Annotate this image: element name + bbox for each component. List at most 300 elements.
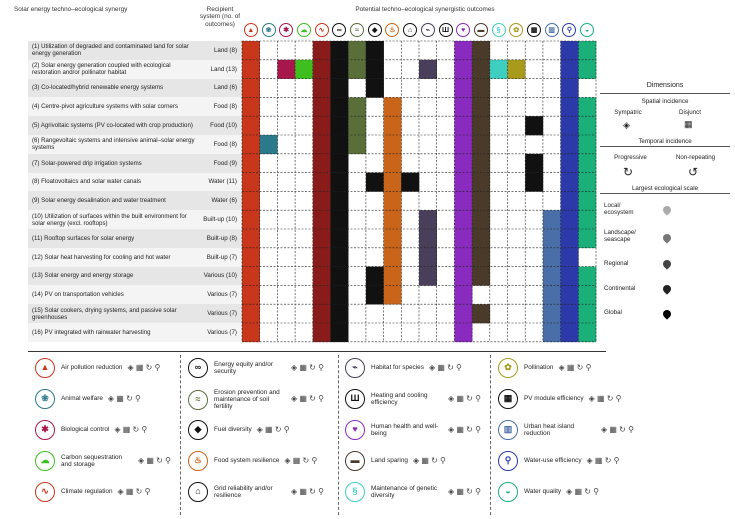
matrix-cell (454, 173, 472, 192)
matrix-cell (578, 116, 596, 135)
matrix-cell (561, 323, 579, 342)
legend-label: Air pollution reduction (61, 364, 123, 372)
dimension-icons: ◈ ▦ ↻ ⚲ (291, 486, 324, 496)
matrix-cell (366, 267, 384, 286)
matrix-cell (561, 285, 579, 304)
matrix-cell (543, 267, 561, 286)
legend-separator (338, 355, 339, 515)
local-pin-icon (661, 204, 672, 215)
legend-item (498, 482, 646, 502)
global-label: Global (604, 309, 622, 316)
matrix-cell (331, 210, 349, 229)
spatial-title: Spatial incidence (641, 98, 689, 105)
dimension-icons: ◈ ▦ ↻ ⚲ (107, 393, 141, 403)
legend-label: Energy equity and/or security (214, 360, 273, 375)
matrix-cell (242, 191, 260, 210)
matrix-cell (454, 191, 472, 210)
matrix-cell (348, 135, 366, 154)
matrix-cell (242, 229, 260, 248)
dimension-icons: ◈ ▦ ↻ ⚲ (256, 424, 290, 434)
matrix-cell (313, 79, 331, 98)
food-icon: ♨ (188, 451, 208, 471)
synergy-row-label: (2) Solar energy generation coupled with ecological restoration and/or pollinator habitat (32, 62, 171, 77)
matrix-cell (472, 41, 490, 60)
water-icon: ◒ (498, 482, 518, 502)
matrix-cell (331, 248, 349, 267)
landscape-pin-icon (661, 232, 672, 243)
legend-item (498, 389, 646, 409)
legend-divider (28, 351, 606, 352)
nonrepeating-label: Non-repeating (675, 154, 716, 161)
matrix-cell (331, 116, 349, 135)
matrix-cell (348, 41, 366, 60)
matrix-cell (454, 116, 472, 135)
matrix-cell (578, 285, 596, 304)
matrix-cell (384, 229, 402, 248)
sympatric-icon: ◈ (623, 120, 630, 130)
pv-icon: ▦ (527, 23, 541, 37)
dimension-icons: ◈ ▦ ↻ ⚲ (588, 393, 622, 403)
legend-label: Maintenance of genetic diversity (371, 484, 438, 499)
matrix-cell (384, 191, 402, 210)
infinity-icon: ∞ (188, 358, 208, 378)
matrix-cell (561, 41, 579, 60)
progressive-label: Progressive (614, 154, 647, 161)
matrix-cell (454, 41, 472, 60)
matrix-cell (578, 323, 596, 342)
legend-label: Human health and well-being (371, 422, 439, 437)
matrix-cell (331, 97, 349, 116)
recipient-system: Food (9) (213, 159, 237, 167)
matrix-cell (331, 285, 349, 304)
matrix-cell (331, 267, 349, 286)
matrix-cell (384, 173, 402, 192)
local-label: Local/ ecosystem (604, 202, 634, 216)
matrix-cell (472, 191, 490, 210)
matrix-cell (331, 154, 349, 173)
matrix-cell (472, 248, 490, 267)
recipient-system: Built-up (7) (206, 253, 237, 261)
matrix-cell (313, 116, 331, 135)
matrix-cell (472, 267, 490, 286)
synergy-row-label: (10) Utilization of surfaces within the built environment for solar energy (excl. rooftops) (32, 212, 187, 227)
matrix-cell (543, 285, 561, 304)
matrix-cell (578, 41, 596, 60)
matrix-cell (348, 60, 366, 79)
matrix-cell (454, 154, 472, 173)
heating-icon: Ш (439, 23, 453, 37)
matrix-cell (242, 323, 260, 342)
legend-item (345, 389, 493, 409)
matrix-cell (454, 79, 472, 98)
dimension-icons: ◈ ▦ ↻ ⚲ (127, 362, 161, 372)
matrix-cell (472, 210, 490, 229)
temporal-title: Temporal incidence (638, 138, 692, 145)
sympatric-label: Sympatric (614, 109, 642, 116)
dimension-icons: ◈ ▦ ↻ ⚲ (291, 394, 324, 404)
matrix-cell (313, 248, 331, 267)
dimensions-title: Dimensions (646, 82, 684, 89)
synergy-row-label: (5) Agrivoltaic systems (PV co-located with crop production) (32, 122, 193, 130)
matrix-cell (419, 60, 437, 79)
matrix-cell (543, 304, 561, 323)
matrix-cell (525, 154, 543, 173)
matrix-cell (454, 229, 472, 248)
matrix-cell (313, 41, 331, 60)
matrix-cell (313, 285, 331, 304)
paw-icon: ❀ (262, 23, 276, 37)
recipient-system: Various (7) (207, 328, 237, 336)
matrix-cell (472, 60, 490, 79)
matrix-cell (313, 191, 331, 210)
dimension-icons: ◈ ▦ ↻ ⚲ (448, 424, 481, 434)
matrix-cell (384, 210, 402, 229)
matrix-cell (384, 285, 402, 304)
matrix-cell (331, 135, 349, 154)
matrix-cell (561, 154, 579, 173)
matrix-cell (561, 60, 579, 79)
matrix-cell (578, 154, 596, 173)
dna-icon: § (345, 482, 365, 502)
matrix-cell (242, 285, 260, 304)
matrix-cell (561, 210, 579, 229)
recipient-system: Land (13) (210, 65, 237, 73)
legend-item (498, 451, 646, 471)
recipient-header: Recipient system (no. of outcomes) (199, 6, 241, 28)
food-icon: ♨ (385, 23, 399, 37)
continental-label: Continental (604, 285, 636, 292)
matrix-cell (260, 135, 278, 154)
recipient-system: Various (10) (203, 272, 237, 280)
habitat-icon: ⌁ (421, 23, 435, 37)
matrix-cell (331, 41, 349, 60)
matrix-cell (366, 285, 384, 304)
matrix-cell (277, 60, 295, 79)
matrix-cell (366, 79, 384, 98)
matrix-cell (578, 229, 596, 248)
pollination-icon: ✿ (498, 358, 518, 378)
continental-pin-icon (661, 283, 672, 294)
legend-item (345, 358, 493, 378)
matrix-cell (331, 229, 349, 248)
matrix-cell (384, 267, 402, 286)
matrix-cell (313, 304, 331, 323)
pv-icon: ▦ (498, 389, 518, 409)
legend-item (35, 389, 183, 409)
matrix-cell (419, 210, 437, 229)
legend-label: Food system resilience (214, 457, 280, 465)
recipient-system: Land (8) (213, 46, 237, 54)
matrix-cell (561, 248, 579, 267)
matrix-cell (384, 154, 402, 173)
legend-item (498, 420, 646, 440)
tap-icon: ⚲ (562, 23, 576, 37)
synergy-row-label: (7) Solar-powered drip irrigation systems (32, 159, 142, 167)
matrix-cell (454, 248, 472, 267)
landscape-label: Landscape/ seascape (604, 229, 636, 243)
paw-icon: ❀ (35, 389, 55, 409)
synergy-row-label: (1) Utilization of degraded and contaminated land for solar energy generation (32, 43, 189, 58)
matrix-cell (578, 173, 596, 192)
city-icon: ▥ (545, 23, 559, 37)
matrix-cell (384, 135, 402, 154)
fuel-icon: ◆ (368, 23, 382, 37)
matrix-cell (348, 116, 366, 135)
global-pin-icon (661, 308, 672, 319)
recipient-system: Built-up (8) (206, 234, 237, 242)
dimensions-panel (600, 82, 730, 342)
synergy-row-label: (16) PV integrated with rainwater harvesting (32, 328, 151, 336)
scale-title: Largest ecological scale (631, 185, 699, 192)
soil-icon: ≈ (350, 23, 364, 37)
matrix-cell (313, 267, 331, 286)
synergy-row-label: (8) Floatovoltaics and solar water canals (32, 178, 142, 186)
matrix-cell (561, 135, 579, 154)
legend-item (345, 482, 493, 502)
matrix-cell (508, 60, 526, 79)
matrix-cell (366, 173, 384, 192)
matrix-cell (331, 173, 349, 192)
matrix-cell (242, 97, 260, 116)
legend-item (345, 451, 493, 471)
synergy-row-label: (6) Rangevoltaic systems and intensive animal–solar energy systems (32, 137, 195, 152)
matrix-cell (242, 79, 260, 98)
legend-separator (180, 355, 181, 515)
legend-label: PV module efficiency (524, 395, 584, 403)
legend-label: Heating and cooling efficiency (371, 391, 428, 406)
grid-icon: ⌂ (188, 482, 208, 502)
matrix-cell (331, 60, 349, 79)
dimension-icons: ◈ ▦ ↻ ⚲ (448, 486, 481, 496)
legend-item (188, 358, 336, 378)
matrix-cell (561, 229, 579, 248)
factory-icon: ▲ (244, 23, 258, 37)
matrix-cell (242, 304, 260, 323)
legend-label: Water-use efficiency (524, 457, 582, 465)
dimension-icons: ◈ ▦ ↻ ⚲ (566, 486, 600, 496)
dimension-icons: ◈ ▦ ↻ ⚲ (114, 424, 148, 434)
land-icon: ▬ (345, 451, 365, 471)
matrix-cell (472, 173, 490, 192)
dimension-icons: ◈ ▦ ↻ ⚲ (117, 486, 151, 496)
habitat-icon: ⌁ (345, 358, 365, 378)
matrix-cell (561, 97, 579, 116)
dimension-icons: ◈ ▦ ↻ ⚲ (586, 455, 620, 465)
recipient-system: Various (7) (207, 291, 237, 299)
matrix-cell (578, 210, 596, 229)
matrix-cell (384, 116, 402, 135)
dimension-icons: ◈ ▦ ↻ ⚲ (558, 362, 592, 372)
land-icon: ▬ (474, 23, 488, 37)
legend-label: Carbon sequestration and storage (61, 453, 123, 468)
pollination-icon: ✿ (509, 23, 523, 37)
matrix-cell (242, 154, 260, 173)
matrix-cell (578, 191, 596, 210)
matrix-cell (454, 285, 472, 304)
factory-icon: ▲ (35, 358, 55, 378)
matrix-cell (454, 210, 472, 229)
synergy-header: Solar energy techno–ecological synergy (14, 6, 128, 13)
matrix-cell (525, 116, 543, 135)
legend-label: Land sparing (371, 457, 408, 465)
climate-icon: ∿ (35, 482, 55, 502)
carbon-icon: ☁ (297, 23, 311, 37)
matrix-cell (454, 267, 472, 286)
legend-label: Pollination (524, 364, 554, 372)
matrix-cell (454, 323, 472, 342)
matrix-cell (242, 135, 260, 154)
regional-pin-icon (661, 258, 672, 269)
legend-label: Biological control (61, 426, 110, 434)
bug-icon: ✱ (279, 23, 293, 37)
dimension-icons: ◈ ▦ ↻ ⚲ (448, 393, 481, 403)
matrix-cell (472, 79, 490, 98)
matrix-cell (348, 97, 366, 116)
grid-icon: ⌂ (403, 23, 417, 37)
city-icon: ▥ (498, 420, 518, 440)
matrix-cell (561, 79, 579, 98)
matrix-cell (561, 304, 579, 323)
recipient-system: Water (6) (211, 197, 237, 205)
matrix-cell (366, 60, 384, 79)
matrix-cell (242, 267, 260, 286)
legend-item (35, 451, 183, 471)
synergy-row-label: (13) Solar energy and energy storage (32, 272, 134, 280)
synergy-row-label: (3) Co-located/hybrid renewable energy systems (32, 84, 164, 92)
legend-label: Water quality (524, 488, 562, 496)
dna-icon: § (492, 23, 506, 37)
legend-item (498, 358, 646, 378)
matrix-cell (543, 229, 561, 248)
recipient-system: Food (8) (213, 140, 237, 148)
matrix-cell (578, 304, 596, 323)
matrix-cell (454, 60, 472, 79)
matrix-cell (472, 135, 490, 154)
synergy-row-label: (9) Solar energy desalination and water treatment (32, 197, 166, 205)
matrix-cell (454, 304, 472, 323)
recipient-system: Water (11) (208, 178, 237, 186)
matrix-cell (384, 97, 402, 116)
matrix-cell (578, 135, 596, 154)
matrix-cell (490, 60, 508, 79)
matrix-cell (242, 116, 260, 135)
climate-icon: ∿ (315, 23, 329, 37)
legend-item (188, 451, 336, 471)
matrix-cell (472, 97, 490, 116)
matrix-cell (331, 79, 349, 98)
matrix-cell (578, 97, 596, 116)
legend-label: Fuel diversity (214, 426, 252, 434)
legend-item (188, 389, 336, 410)
synergy-row-label: (15) Solar cookers, drying systems, and passive solar greenhouses (32, 306, 177, 321)
matrix-cell (242, 210, 260, 229)
legend-label: Habitat for species (371, 364, 424, 372)
synergy-row-label: (4) Centre-pivot agriculture systems with solar corners (32, 103, 178, 111)
matrix-cell (419, 248, 437, 267)
disjunct-label: Disjunct (678, 109, 701, 116)
soil-icon: ≈ (188, 390, 208, 410)
dimension-icons: ◈ ▦ ↻ ⚲ (284, 455, 318, 465)
matrix-cell (543, 210, 561, 229)
matrix-cell (313, 97, 331, 116)
bug-icon: ✱ (35, 420, 55, 440)
legend-item (345, 420, 493, 440)
legend-item (35, 482, 183, 502)
matrix-cell (242, 248, 260, 267)
matrix-cell (454, 135, 472, 154)
recipient-system: Various (7) (207, 310, 237, 318)
legend-item (188, 482, 336, 502)
legend-separator (490, 355, 491, 515)
synergy-row-label: (11) Rooftop surfaces for solar energy (32, 234, 135, 242)
legend-label: Climate regulation (61, 488, 113, 496)
health-icon: ♥ (456, 23, 470, 37)
health-icon: ♥ (345, 420, 365, 440)
matrix-cell (472, 229, 490, 248)
carbon-icon: ☁ (35, 451, 55, 471)
infinity-icon: ∞ (332, 23, 346, 37)
recipient-system: Land (6) (213, 84, 237, 92)
matrix-cell (472, 116, 490, 135)
legend-item (35, 420, 183, 440)
matrix-cell (561, 267, 579, 286)
progressive-icon: ↻ (623, 165, 634, 179)
matrix-cell (242, 173, 260, 192)
matrix-cell (384, 248, 402, 267)
matrix-cell (419, 229, 437, 248)
legend-label: Grid reliability and/or resilience (214, 484, 273, 499)
matrix-cell (331, 191, 349, 210)
water-icon: ◒ (580, 23, 594, 37)
matrix-cell (313, 229, 331, 248)
matrix-cell (313, 173, 331, 192)
dimension-icons: ◈ ▦ ↻ ⚲ (412, 455, 446, 465)
matrix-cell (561, 116, 579, 135)
nonrepeating-icon: ↺ (688, 165, 699, 179)
legend-label: Animal welfare (61, 395, 103, 403)
matrix-cell (313, 210, 331, 229)
legend-item (188, 420, 336, 440)
matrix-cell (331, 304, 349, 323)
legend-label: Urban heat island reduction (524, 422, 575, 437)
fuel-icon: ◆ (188, 420, 208, 440)
matrix-cell (313, 154, 331, 173)
matrix-cell (313, 60, 331, 79)
matrix-cell (472, 304, 490, 323)
matrix-cell (578, 267, 596, 286)
matrix-cell (561, 173, 579, 192)
dimension-icons: ◈ ▦ ↻ ⚲ (601, 424, 634, 434)
matrix-cell (454, 97, 472, 116)
dimension-icons: ◈ ▦ ↻ ⚲ (291, 362, 324, 372)
legend-item (35, 358, 183, 378)
recipient-system: Built-up (10) (203, 216, 237, 224)
disjunct-icon: ▦ (684, 119, 693, 129)
matrix-cell (313, 135, 331, 154)
recipient-system: Food (8) (213, 103, 237, 111)
heating-icon: Ш (345, 389, 365, 409)
matrix-cell (472, 154, 490, 173)
dimension-icons: ◈ ▦ ↻ ⚲ (138, 455, 171, 465)
matrix-cell (543, 323, 561, 342)
matrix-cell (401, 173, 419, 192)
legend-label: Erosion prevention and maintenance of soil fertility (214, 389, 280, 411)
tap-icon: ⚲ (498, 451, 518, 471)
matrix-cell (578, 60, 596, 79)
matrix-cell (525, 173, 543, 192)
outcomes-header: Potential techno–ecological synergistic outcomes (355, 6, 495, 13)
matrix-cell (242, 60, 260, 79)
